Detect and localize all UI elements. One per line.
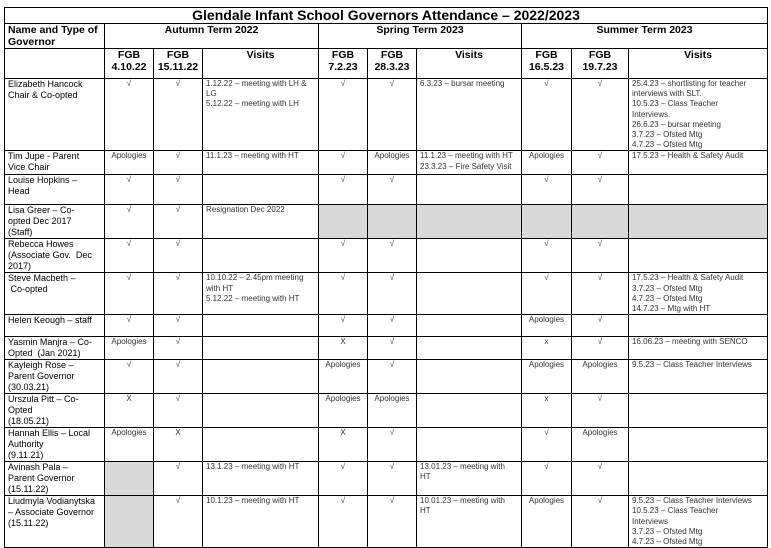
- attendance-cell: √: [368, 315, 417, 337]
- subheader-date: 15.11.22: [157, 61, 199, 73]
- visit-entry: 10.5.23 – Class Teacher: [632, 506, 719, 516]
- visit-entry: 16.06.23 – meeting with SENCO: [632, 337, 748, 347]
- attendance-table: [4, 7, 768, 548]
- attendance-cell: √: [368, 273, 417, 315]
- attendance-cell: √: [154, 496, 203, 548]
- governor-name-line: Kayleigh Rose –: [8, 360, 74, 371]
- visits-cell: [417, 496, 522, 548]
- visits-cell: [417, 315, 522, 337]
- name-column-header: Name and Type of Governor: [5, 24, 105, 49]
- attendance-cell: √: [319, 175, 368, 205]
- visit-entry: HT: [420, 506, 431, 516]
- visits-cell: [417, 337, 522, 360]
- governor-name-line: (15.11.22): [8, 518, 49, 529]
- attendance-cell: X: [154, 428, 203, 462]
- governor-name-line: Urszula Pitt – Co-: [8, 394, 79, 405]
- visits-cell: [417, 205, 522, 239]
- visit-entry: 4.7.23 – Ofsted Mtg: [632, 293, 703, 303]
- attendance-cell: √: [522, 175, 572, 205]
- visit-entry: interviews with SLT.: [632, 89, 702, 99]
- governor-name: [5, 79, 105, 151]
- subheader-label: Visits: [246, 49, 275, 61]
- governor-name-line: (9.11.21): [8, 450, 44, 461]
- attendance-cell: Apologies: [319, 394, 368, 428]
- governor-name: [5, 205, 105, 239]
- governor-name-line: opted Dec 2017: [8, 216, 72, 227]
- governor-name-line: Vice Chair: [8, 162, 50, 173]
- governor-name-line: Louise Hopkins –: [8, 175, 78, 186]
- attendance-cell: √: [572, 496, 629, 548]
- governor-name: [5, 360, 105, 394]
- governor-name: [5, 428, 105, 462]
- visit-entry: Interviews.: [632, 109, 671, 119]
- table-row: [5, 360, 768, 394]
- visits-cell: [417, 239, 522, 273]
- visits-cell: [203, 273, 319, 315]
- visits-cell: [629, 360, 768, 394]
- attendance-cell: √: [154, 315, 203, 337]
- visit-entry: 13.01.23 – meeting with: [420, 462, 505, 472]
- visits-cell: [203, 175, 319, 205]
- governor-name-line: Chair & Co-opted: [8, 90, 78, 100]
- subheader-label: FGB: [535, 49, 558, 61]
- governor-name-line: (18.05.21): [8, 416, 50, 427]
- governor-name-line: (30.03.21): [8, 382, 50, 393]
- subheader-summer-visits: [629, 49, 768, 79]
- attendance-cell: √: [105, 239, 154, 273]
- governor-name-line: Elizabeth Hancock: [8, 79, 83, 89]
- attendance-cell: Apologies: [105, 428, 154, 462]
- visit-entry: 9.5.23 – Class Teacher Interviews: [632, 496, 752, 506]
- visits-cell: [203, 337, 319, 360]
- governor-name-line: Authority: [8, 439, 44, 450]
- attendance-cell: √: [368, 239, 417, 273]
- governor-name: [5, 175, 105, 205]
- visits-cell: [629, 175, 768, 205]
- table-row: [5, 315, 768, 337]
- governor-name-line: Lisa Greer – Co-: [8, 205, 75, 216]
- attendance-cell: √: [319, 273, 368, 315]
- subheader-date: 28.3.23: [374, 61, 410, 73]
- visits-cell: [629, 205, 768, 239]
- attendance-cell: √: [522, 428, 572, 462]
- governor-name: [5, 496, 105, 548]
- attendance-cell: [522, 205, 572, 239]
- attendance-cell: X: [319, 428, 368, 462]
- attendance-cell: √: [522, 79, 572, 151]
- visits-cell: [417, 360, 522, 394]
- table-row: [5, 273, 768, 315]
- visit-entry: 11.1.23 – meeting with HT: [206, 151, 299, 161]
- attendance-cell: √: [105, 205, 154, 239]
- subheader-label: FGB: [588, 49, 612, 61]
- governor-name-line: Co-opted: [8, 284, 48, 295]
- visits-cell: [203, 79, 319, 151]
- attendance-cell: √: [105, 175, 154, 205]
- visits-cell: [629, 337, 768, 360]
- attendance-cell: √: [105, 315, 154, 337]
- visit-entry: 9.5.23 – Class Teacher Interviews: [632, 360, 752, 370]
- visit-entry: 5.12.22 – meeting with HT: [206, 293, 300, 303]
- governor-name: [5, 394, 105, 428]
- subheader-label: FGB: [166, 49, 190, 61]
- visits-cell: [629, 151, 768, 175]
- attendance-cell: Apologies: [319, 360, 368, 394]
- governor-name-line: 2017): [8, 261, 32, 272]
- attendance-cell: [105, 462, 154, 496]
- governor-name-line: Hannah Ellis – Local: [8, 428, 91, 439]
- table-row: [5, 79, 768, 151]
- table-row: [5, 394, 768, 428]
- attendance-cell: Apologies: [522, 360, 572, 394]
- visits-cell: [203, 428, 319, 462]
- subheader-autumn-fgb-2: [154, 49, 203, 79]
- governor-name-line: Steve Macbeth –: [8, 273, 76, 284]
- governor-name-line: Tim Jupe - Parent: [8, 151, 80, 162]
- governor-name: [5, 315, 105, 337]
- table-row: [5, 462, 768, 496]
- page-title: Glendale Infant School Governors Attendance – 2022/2023: [5, 8, 768, 24]
- subheader-spring-fgb-2: [368, 49, 417, 79]
- governor-name-line: – Associate Governor: [8, 507, 95, 518]
- table-row: [5, 239, 768, 273]
- governor-name: [5, 462, 105, 496]
- governor-name-line: (Associate Gov. Dec: [8, 250, 92, 261]
- attendance-cell: Apologies: [522, 151, 572, 175]
- governor-name-line: (Staff): [8, 227, 33, 238]
- attendance-cell: √: [154, 337, 203, 360]
- attendance-cell: √: [572, 239, 629, 273]
- subheader-summer-fgb-2: [572, 49, 629, 79]
- attendance-cell: √: [368, 79, 417, 151]
- subheader-date: 7.2.23: [328, 61, 358, 73]
- governor-name-line: (15.11.22): [8, 484, 49, 495]
- attendance-cell: √: [522, 462, 572, 496]
- visits-cell: [417, 151, 522, 175]
- attendance-cell: Apologies: [105, 337, 154, 360]
- visit-entry: 6.3.23 – bursar meeting: [420, 79, 505, 88]
- subheader-label: FGB: [117, 49, 141, 61]
- visit-entry: 1.12.22 – meeting with LH &: [206, 79, 307, 88]
- visits-cell: [417, 394, 522, 428]
- attendance-cell: √: [319, 496, 368, 548]
- visit-entry: Interviews: [632, 516, 669, 526]
- attendance-cell: √: [319, 315, 368, 337]
- subheader-autumn-fgb-1: [105, 49, 154, 79]
- attendance-cell: √: [105, 79, 154, 151]
- visits-cell: [417, 79, 522, 151]
- table-row: [5, 175, 768, 205]
- visit-entry: 10.5.23 – Class Teacher: [632, 99, 719, 109]
- table-row: [5, 337, 768, 360]
- subheader-label: FGB: [380, 49, 404, 61]
- attendance-cell: X: [319, 337, 368, 360]
- attendance-cell: [319, 205, 368, 239]
- attendance-cell: √: [522, 239, 572, 273]
- blank-header-cell: [5, 49, 105, 79]
- visit-entry: 3.7.23 – Ofsted Mtg: [632, 526, 703, 536]
- visits-cell: [629, 273, 768, 315]
- attendance-cell: √: [105, 273, 154, 315]
- attendance-cell: √: [368, 462, 417, 496]
- visits-cell: [629, 315, 768, 337]
- visit-entry: 4.7.23 – Ofsted Mtg: [632, 537, 703, 547]
- governor-name-line: Parent Governor: [8, 371, 75, 382]
- table-row: [5, 428, 768, 462]
- table-row: [5, 205, 768, 239]
- attendance-cell: x: [522, 394, 572, 428]
- attendance-cell: √: [154, 462, 203, 496]
- term-header-spring: Spring Term 2023: [319, 24, 522, 49]
- governor-name-line: Rebecca Howes: [8, 239, 74, 250]
- visits-cell: [417, 462, 522, 496]
- visits-cell: [203, 360, 319, 394]
- attendance-cell: √: [154, 175, 203, 205]
- visits-cell: [203, 496, 319, 548]
- attendance-cell: √: [572, 273, 629, 315]
- visits-cell: [629, 428, 768, 462]
- governor-name-line: Parent Governor: [8, 473, 75, 484]
- governor-name: [5, 239, 105, 273]
- attendance-cell: Apologies: [522, 315, 572, 337]
- attendance-cell: X: [105, 394, 154, 428]
- visits-cell: [417, 175, 522, 205]
- governor-name-line: Opted: [8, 405, 33, 416]
- subheader-date: 16.5.23: [528, 61, 565, 73]
- attendance-cell: √: [368, 428, 417, 462]
- visits-cell: [629, 496, 768, 548]
- attendance-cell: √: [154, 151, 203, 175]
- governor-name-line: Yasmin Manjra – Co-: [8, 337, 92, 348]
- governor-name: [5, 273, 105, 315]
- visit-entry: 25.4.23 – shortlisting for teacher: [632, 79, 747, 88]
- subheader-label: Visits: [455, 49, 483, 61]
- visit-entry: 3.7.23 – Ofsted Mtg: [632, 283, 703, 293]
- visit-entry: 17.5.23 – Health & Safety Audit: [632, 151, 744, 161]
- attendance-cell: √: [368, 496, 417, 548]
- attendance-cell: √: [572, 151, 629, 175]
- attendance-cell: √: [105, 360, 154, 394]
- visit-entry: Resignation Dec 2022: [206, 205, 285, 215]
- governor-name-line: Helen Keough – staff: [8, 315, 92, 326]
- attendance-cell: √: [522, 273, 572, 315]
- visit-entry: 10.1.23 – meeting with HT: [206, 496, 300, 506]
- visits-cell: [417, 273, 522, 315]
- attendance-cell: √: [154, 360, 203, 394]
- subheader-summer-fgb-1: [522, 49, 572, 79]
- visits-cell: [203, 205, 319, 239]
- visit-entry: LG: [206, 89, 217, 99]
- attendance-cell: √: [572, 315, 629, 337]
- visit-entry: 3.7.23 – Ofsted Mtg: [632, 130, 703, 140]
- attendance-cell: √: [154, 273, 203, 315]
- visits-cell: [629, 462, 768, 496]
- visits-cell: [203, 394, 319, 428]
- attendance-cell: [105, 496, 154, 548]
- visit-entry: 11.1.23 – meeting with HT: [420, 151, 513, 161]
- attendance-cell: √: [154, 79, 203, 151]
- visit-entry: 23.3.23 – Fire Safety Visit: [420, 161, 512, 171]
- table-row: [5, 496, 768, 548]
- subheader-spring-fgb-1: [319, 49, 368, 79]
- subheader-label: Visits: [684, 49, 712, 61]
- governor-name-line: Opted (Jan 2021): [8, 348, 81, 359]
- visits-cell: [203, 151, 319, 175]
- attendance-cell: √: [368, 360, 417, 394]
- visit-entry: 10.10.22 – 2.45pm meeting: [206, 273, 304, 283]
- subheader-date: 19.7.23: [582, 61, 618, 73]
- subheader-date: 4.10.22: [111, 61, 147, 73]
- subheader-label: FGB: [331, 49, 355, 61]
- attendance-cell: Apologies: [368, 394, 417, 428]
- attendance-cell: √: [572, 462, 629, 496]
- visits-cell: [629, 394, 768, 428]
- governor-name-line: Liudmyla Vodianytska: [8, 496, 96, 507]
- attendance-cell: √: [154, 205, 203, 239]
- visit-entry: 5.12.22 – meeting with LH: [206, 99, 299, 109]
- visit-entry: 10.01.23 – meeting with: [420, 496, 505, 506]
- attendance-cell: √: [319, 79, 368, 151]
- attendance-cell: √: [572, 394, 629, 428]
- term-header-summer: Summer Term 2023: [522, 24, 768, 49]
- subheader-spring-visits: [417, 49, 522, 79]
- subheader-autumn-visits: [203, 49, 319, 79]
- visit-entry: 4.7.23 – Ofsted Mtg: [632, 140, 703, 150]
- visits-cell: [203, 462, 319, 496]
- attendance-cell: √: [319, 462, 368, 496]
- visits-cell: [629, 239, 768, 273]
- attendance-cell: x: [522, 337, 572, 360]
- attendance-cell: Apologies: [522, 496, 572, 548]
- governor-name: [5, 151, 105, 175]
- visits-cell: [417, 428, 522, 462]
- attendance-cell: Apologies: [368, 151, 417, 175]
- attendance-cell: √: [154, 394, 203, 428]
- attendance-cell: √: [154, 239, 203, 273]
- attendance-cell: Apologies: [105, 151, 154, 175]
- attendance-cell: √: [319, 151, 368, 175]
- governor-name-line: Head: [8, 186, 30, 197]
- visit-entry: 26.6.23 – bursar meeting: [632, 119, 721, 129]
- term-header-autumn: Autumn Term 2022: [105, 24, 319, 49]
- visits-cell: [203, 239, 319, 273]
- visits-cell: [203, 315, 319, 337]
- attendance-cell: √: [319, 239, 368, 273]
- attendance-cell: √: [368, 175, 417, 205]
- attendance-cell: [368, 205, 417, 239]
- attendance-cell: Apologies: [572, 428, 629, 462]
- attendance-cell: √: [572, 337, 629, 360]
- visit-entry: with HT: [206, 283, 234, 293]
- table-row: [5, 151, 768, 175]
- visit-entry: HT: [420, 472, 431, 482]
- attendance-cell: [572, 205, 629, 239]
- attendance-cell: √: [572, 175, 629, 205]
- attendance-cell: √: [368, 337, 417, 360]
- governor-name-line: Avinash Pala –: [8, 462, 68, 473]
- attendance-cell: √: [572, 79, 629, 151]
- visit-entry: 17.5.23 – Health & Safety Audit: [632, 273, 744, 283]
- visit-entry: 13.1.23 – meeting with HT: [206, 462, 300, 472]
- visits-cell: [629, 79, 768, 151]
- attendance-cell: Apologies: [572, 360, 629, 394]
- governor-name: [5, 337, 105, 360]
- visit-entry: 14.7.23 – Mtg with HT: [632, 304, 711, 314]
